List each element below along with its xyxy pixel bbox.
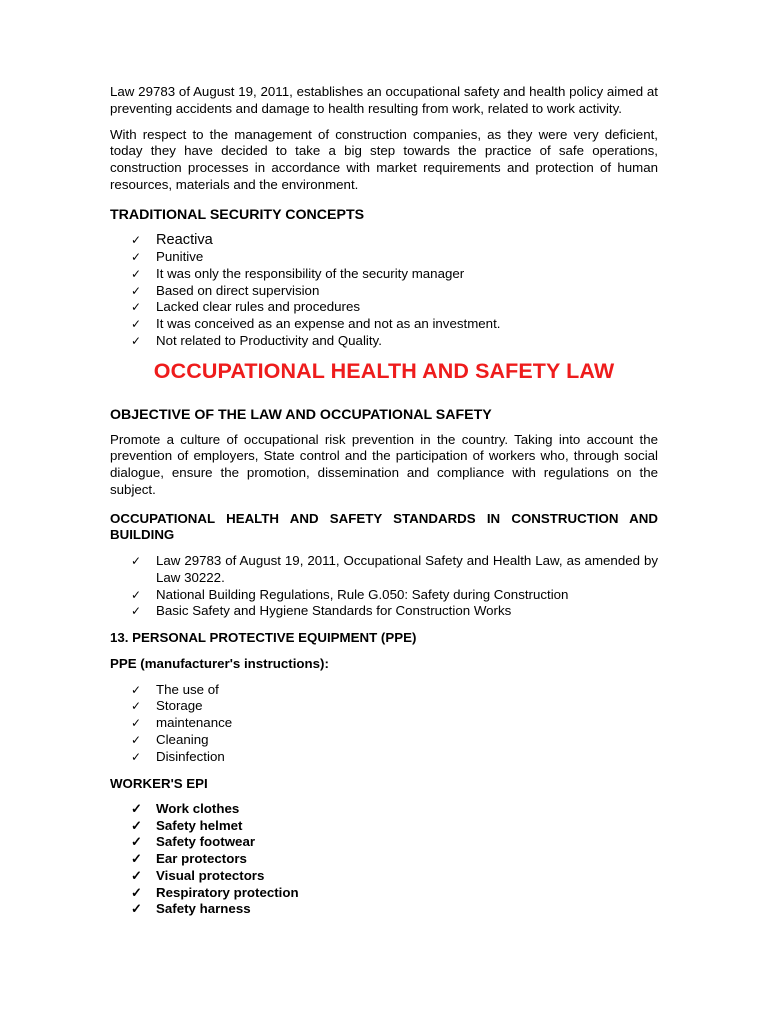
traditional-concepts-list (110, 232, 658, 350)
checkmark-icon: ✓ (131, 266, 142, 281)
checkmark-icon: ✓ (131, 716, 142, 731)
list-item: ✓ Law 29783 of August 19, 2011, Occupational Safety and Health Law, as amended by Law 30222. (131, 553, 658, 585)
list-item: ✓ Based on direct supervision (131, 282, 320, 298)
objective-heading: OBJECTIVE OF THE LAW AND OCCUPATIONAL SAFETY (110, 406, 492, 423)
objective-paragraph: Promote a culture of occupational risk prevention in the country. Taking into account the prevention of employers, State control and the participation of workers who, through social dialogue, ensure the promotion, dissemination and compliance with regulations on the subject. (110, 431, 658, 497)
list-item: ✓ Storage (131, 698, 203, 714)
list-item: ✓ Work clothes (131, 801, 240, 816)
main-title: OCCUPATIONAL HEALTH AND SAFETY LAW (153, 358, 615, 383)
checkmark-icon: ✓ (131, 901, 142, 917)
checkmark-icon: ✓ (131, 283, 142, 298)
checkmark-icon: ✓ (131, 333, 142, 348)
checkmark-icon: ✓ (131, 682, 142, 697)
ppe-list (110, 682, 658, 766)
list-item: ✓ Punitive (131, 249, 204, 265)
checkmark-icon: ✓ (131, 232, 142, 247)
checkmark-icon: ✓ (131, 884, 142, 900)
document-page (110, 84, 658, 918)
workers-epi-list (110, 801, 658, 918)
checkmark-icon: ✓ (131, 699, 142, 714)
checkmark-icon: ✓ (131, 749, 142, 764)
list-item: ✓ maintenance (131, 715, 233, 731)
checkmark-icon: ✓ (131, 801, 142, 816)
checkmark-icon: ✓ (131, 587, 142, 602)
list-item: ✓ Ear protectors (131, 851, 247, 867)
checkmark-icon: ✓ (131, 554, 142, 569)
ppe-subheading: PPE (manufacturer's instructions): (110, 655, 329, 671)
checkmark-icon: ✓ (131, 300, 142, 315)
checkmark-icon: ✓ (131, 867, 142, 883)
ppe-heading: 13. PERSONAL PROTECTIVE EQUIPMENT (PPE) (110, 630, 417, 646)
checkmark-icon: ✓ (131, 250, 142, 265)
list-item: ✓ Safety harness (131, 901, 251, 917)
list-item: ✓ Visual protectors (131, 867, 265, 883)
list-item: ✓ It was only the responsibility of the security manager (131, 265, 465, 281)
checkmark-icon: ✓ (131, 834, 142, 850)
list-item: ✓ Not related to Productivity and Quality. (131, 332, 382, 348)
traditional-concepts-heading: TRADITIONAL SECURITY CONCEPTS (110, 206, 365, 223)
checkmark-icon: ✓ (131, 817, 142, 833)
list-item: ✓ Safety helmet (131, 817, 243, 833)
checkmark-icon: ✓ (131, 851, 142, 867)
list-item: ✓ Basic Safety and Hygiene Standards for Construction Works (131, 603, 512, 619)
list-item: ✓ The use of (131, 681, 219, 697)
intro-paragraph-1: Law 29783 of August 19, 2011, establishes an occupational safety and health policy aimed at preventing accidents and damage to health resulting from work, related to work activity. (110, 84, 658, 116)
intro-paragraph-2: With respect to the management of construction companies, as they were very deficient, today they have decided to take a big step towards the practice of safe operations, construction processes in accordance with market requirements and protection of human resources, materials and the environment. (110, 126, 658, 192)
list-item: ✓ Lacked clear rules and procedures (131, 299, 361, 315)
workers-epi-heading: WORKER'S EPI (110, 776, 208, 792)
list-item: ✓ National Building Regulations, Rule G.050: Safety during Construction (131, 586, 569, 602)
list-item: ✓ Cleaning (131, 731, 209, 747)
list-item: ✓ Respiratory protection (131, 884, 299, 900)
list-item: ✓ Reactiva (131, 231, 213, 248)
standards-list (110, 553, 658, 620)
checkmark-icon: ✓ (131, 732, 142, 747)
checkmark-icon: ✓ (131, 317, 142, 332)
list-item: ✓ Safety footwear (131, 834, 256, 850)
checkmark-icon: ✓ (131, 604, 142, 619)
standards-heading: OCCUPATIONAL HEALTH AND SAFETY STANDARDS IN CONSTRUCTION AND BUILDING (110, 510, 658, 543)
list-item: ✓ It was conceived as an expense and not as an investment. (131, 316, 501, 332)
list-item: ✓ Disinfection (131, 748, 225, 764)
